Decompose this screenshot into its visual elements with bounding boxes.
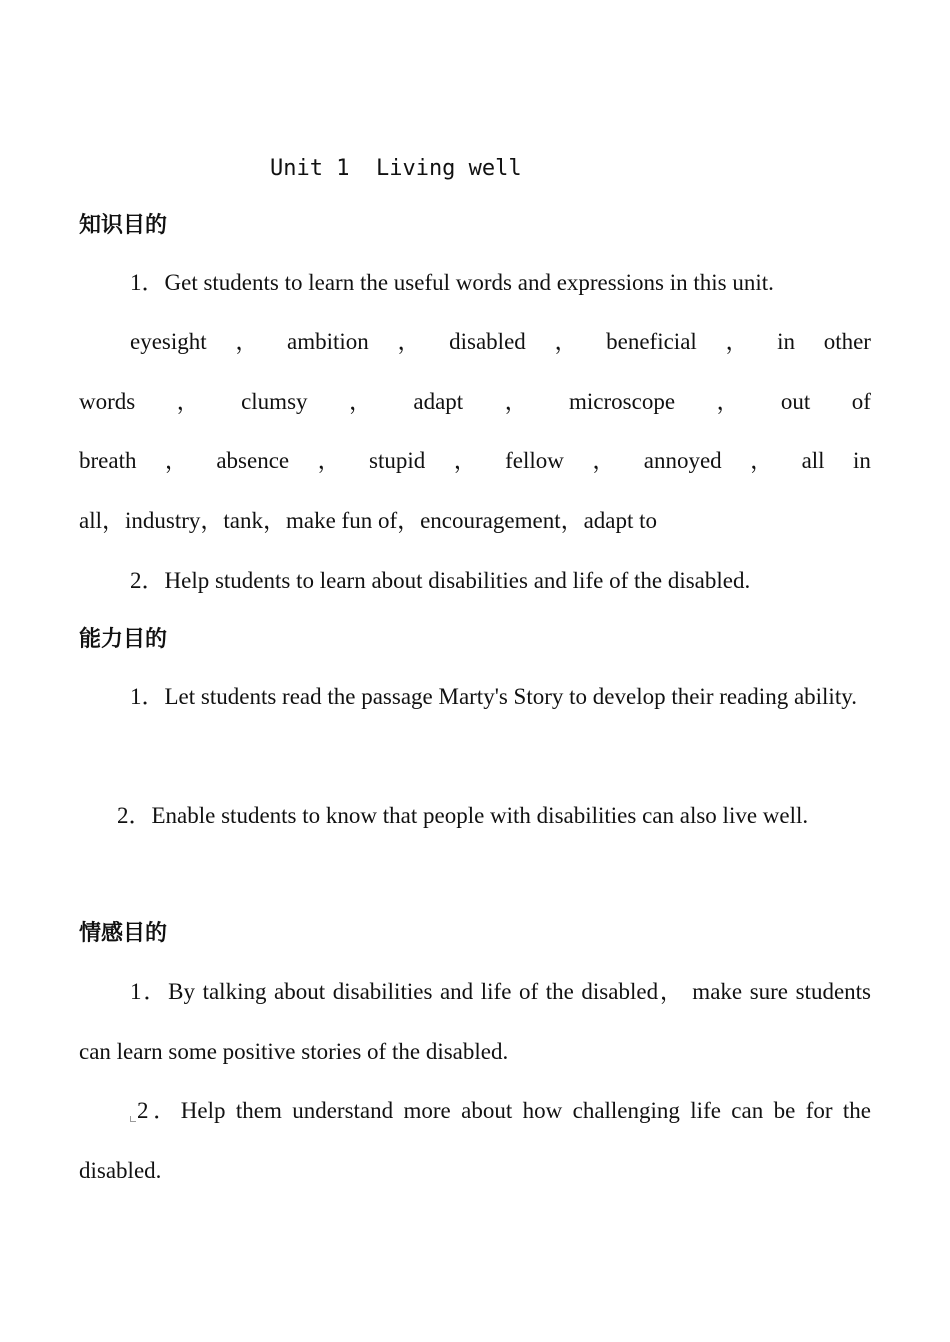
vocab-word: annoyed bbox=[643, 448, 722, 473]
vocab-word: other bbox=[823, 329, 871, 354]
vocab-word: disabled bbox=[449, 329, 526, 354]
vocab-separator: ， bbox=[348, 389, 372, 414]
vocab-separator: ， bbox=[235, 329, 259, 354]
vocab-word: fellow bbox=[505, 448, 564, 473]
vocab-separator: ， bbox=[176, 389, 200, 414]
vocab-row-1 bbox=[130, 327, 871, 357]
vocab-word: in bbox=[853, 448, 871, 473]
vocab-row-3 bbox=[79, 446, 871, 476]
vocab-separator: ， bbox=[725, 329, 749, 354]
page-title: Unit 1 Living well bbox=[270, 156, 522, 181]
section-heading-ability: 能力目的 bbox=[79, 627, 168, 652]
vocab-word: breath bbox=[79, 448, 137, 473]
vocab-separator: ， bbox=[750, 448, 774, 473]
vocab-word: adapt bbox=[413, 389, 464, 414]
vocab-word: of bbox=[851, 389, 871, 414]
knowledge-item-2: 2．Help students to learn about disabilities and life of the disabled. bbox=[130, 568, 751, 593]
section-heading-emotion: 情感目的 bbox=[79, 921, 168, 946]
emotion-item-1: 1．By talking about disabilities and life of the disabled， make sure students can learn some positive stories of the disabled. bbox=[79, 979, 871, 1064]
emotion-item-2-block bbox=[79, 1081, 871, 1200]
vocab-separator: ， bbox=[164, 448, 188, 473]
vocab-word: microscope bbox=[569, 389, 676, 414]
vocab-word: beneficial bbox=[606, 329, 697, 354]
vocab-separator: ， bbox=[592, 448, 616, 473]
vocab-separator: ， bbox=[504, 389, 528, 414]
emotion-item-2: 2．Help them understand more about how challenging life can be for the disabled. bbox=[79, 1098, 871, 1183]
vocab-row-4: all，industry，tank，make fun of，encouragement，adapt to bbox=[79, 508, 658, 533]
knowledge-item-1: 1．Get students to learn the useful words and expressions in this unit. bbox=[130, 270, 774, 295]
vocab-word: ambition bbox=[287, 329, 369, 354]
paragraph-mark-icon bbox=[130, 1116, 136, 1122]
vocab-word: absence bbox=[216, 448, 290, 473]
vocab-word: clumsy bbox=[241, 389, 308, 414]
vocab-word: in bbox=[777, 329, 796, 354]
vocab-word: stupid bbox=[369, 448, 426, 473]
vocab-word: eyesight bbox=[130, 329, 207, 354]
vocab-separator: ， bbox=[317, 448, 341, 473]
vocab-word: out bbox=[780, 389, 811, 414]
vocab-separator: ， bbox=[554, 329, 578, 354]
vocab-word: all bbox=[801, 448, 825, 473]
vocab-row-2 bbox=[79, 387, 871, 417]
vocab-word: words bbox=[79, 389, 136, 414]
ability-item-1: 1．Let students read the passage Marty's Story to develop their reading ability. bbox=[130, 684, 857, 709]
vocab-separator: ， bbox=[453, 448, 477, 473]
vocab-separator: ， bbox=[716, 389, 740, 414]
vocab-separator: ， bbox=[397, 329, 421, 354]
ability-item-2: 2．Enable students to know that people with disabilities can also live well. bbox=[117, 803, 809, 828]
section-heading-knowledge: 知识目的 bbox=[79, 213, 168, 238]
